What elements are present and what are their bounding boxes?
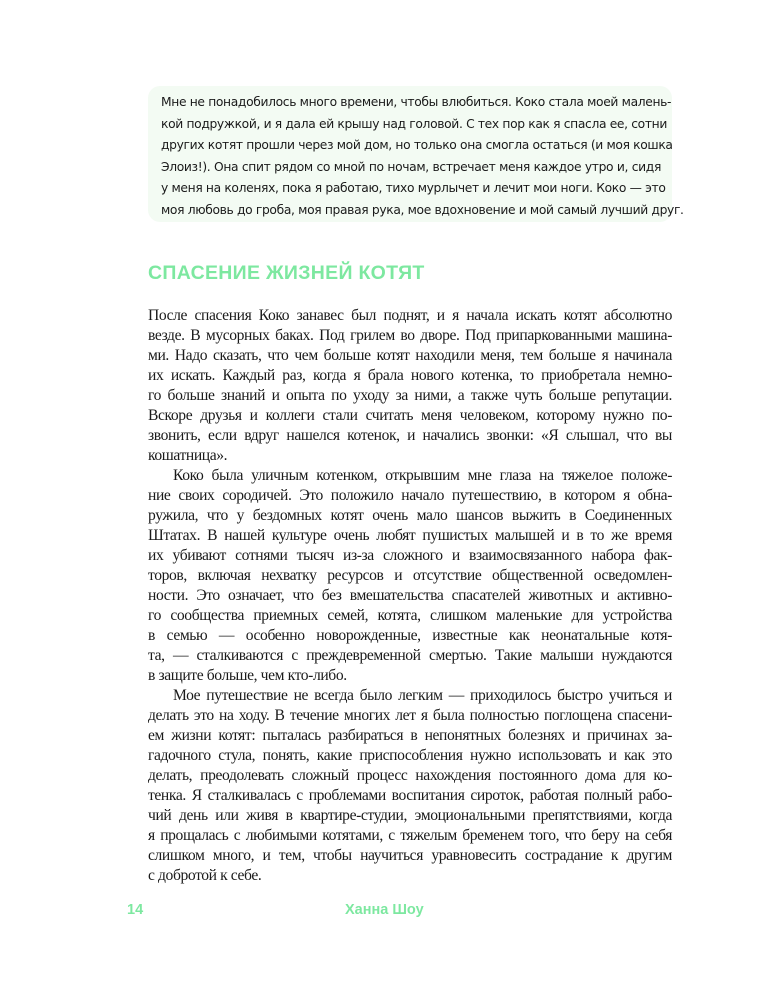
text-line: с добротой к себе. xyxy=(148,867,262,884)
text-line: делать это на ходу. В течение многих лет я была полностью поглощена спасени- xyxy=(148,707,672,724)
text-line: После спасения Коко занавес был поднят, и я начала искать котят абсолютно xyxy=(148,307,672,324)
callout-line: других котят прошли через мой дом, но только она смогла остаться (и моя кошка xyxy=(161,138,673,152)
text-line: везде. В мусорных баках. Под грилем во дворе. Под припаркованными машина- xyxy=(148,327,672,344)
text-line: ние своих сородичей. Это положило начало путешествию, в котором я обна- xyxy=(148,487,672,504)
text-line: в защите больше, чем кто-либо. xyxy=(148,667,347,684)
section-heading: СПАСЕНИЕ ЖИЗНЕЙ КОТЯТ xyxy=(148,262,425,284)
callout-line: Элоиз!). Она спит рядом со мной по ночам, встречает меня каждое утро и, сидя xyxy=(161,159,661,174)
text-line: их убивают сотнями тысяч из-за сложного и взаимосвязанного набора фак- xyxy=(148,547,672,564)
text-line: го сообщества приемных семей, котята, слишком маленькие для устройства xyxy=(148,607,672,624)
text-line: ми. Надо сказать, что чем больше котят находили меня, тем больше я начинала xyxy=(148,347,672,364)
callout-line: у меня на коленях, пока я работаю, тихо мурлычет и лечит мои ноги. Коко — это xyxy=(161,181,666,195)
page-number: 14 xyxy=(127,902,144,918)
text-line: их искать. Каждый раз, когда я брала нового котенка, то приобретала немно- xyxy=(148,367,672,384)
callout-line: Мне не понадобилось много времени, чтобы влюбиться. Коко стала моей малень- xyxy=(161,95,672,109)
paragraph xyxy=(148,306,672,466)
text-line: ности. Это означает, что без вмешательства спасателей животных и активно- xyxy=(148,587,672,604)
text-line: чий день или живя в квартире-студии, эмоциональными препятствиями, когда xyxy=(148,807,672,824)
text-line: Штатах. В нашей культуре очень любят пушистых малышей и в то же время xyxy=(148,527,672,544)
text-line: Коко была уличным котенком, открывшим мне глаза на тяжелое положе- xyxy=(173,467,672,484)
text-line: Вскоре друзья и коллеги стали считать меня человеком, которому нужно по- xyxy=(148,407,672,424)
body-text xyxy=(148,306,672,886)
callout-line: моя любовь до гроба, моя правая рука, мое вдохновение и мой самый лучший друг. xyxy=(161,202,684,217)
text-line: слишком много, и тем, чтобы научиться уравновесить сострадание к другим xyxy=(148,847,672,864)
text-line: Мое путешествие не всегда было легким — приходилось быстро учиться и xyxy=(173,687,672,704)
text-line: торов, включая нехватку ресурсов и отсутствие общественной осведомлен- xyxy=(148,567,672,584)
text-line: я прощалась с любимыми котятами, с тяжелым бременем того, что беру на себя xyxy=(148,827,672,844)
text-line: делать, преодолевать сложный процесс нахождения постоянного дома для ко- xyxy=(148,767,672,784)
text-line: гадочного стула, понять, какие приспособления нужно использовать и как это xyxy=(148,747,672,764)
callout-line: кой подружкой, и я дала ей крышу над головой. С тех пор как я спасла ее, сотни xyxy=(161,116,667,131)
text-line: го больше знаний и опыта по уходу за ними, а также чуть больше репутации. xyxy=(148,387,672,404)
paragraph xyxy=(148,686,672,886)
text-line: ружила, что у бездомных котят очень мало шансов выжить в Соединенных xyxy=(148,507,672,524)
text-line: ем жизни котят: пыталась разбираться в непонятных болезнях и причинах за- xyxy=(148,727,672,744)
text-line: звонить, если вдруг нашелся котенок, и начались звонки: «Я слышал, что вы xyxy=(148,427,672,444)
text-line: в семью — особенно новорожденные, известные как неонатальные котя- xyxy=(148,627,672,644)
paragraph xyxy=(148,466,672,686)
text-line: кошатница». xyxy=(148,447,228,464)
text-line: та, — сталкиваются с преждевременной смертью. Такие малыши нуждаются xyxy=(148,647,672,664)
text-line: тенка. Я сталкивалась с проблемами воспитания сироток, работая полный рабо- xyxy=(148,787,672,804)
callout-text xyxy=(161,92,684,221)
callout-box xyxy=(148,86,684,222)
running-footer-author: Ханна Шоу xyxy=(345,902,424,918)
